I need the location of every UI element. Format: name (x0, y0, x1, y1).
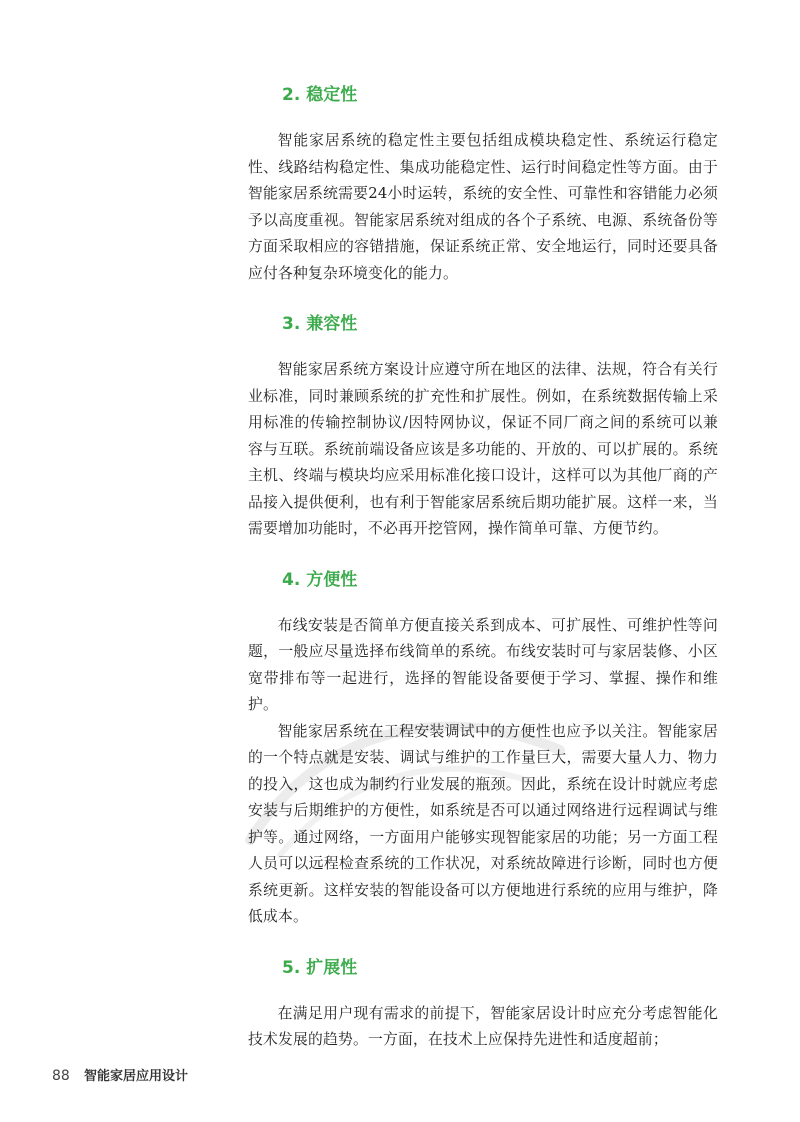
paragraph: 在满足用户现有需求的前提下，智能家居设计时应充分考虑智能化技术发展的趋势。一方面，在技术上应保持先进性和适度超前； (248, 1004, 718, 1048)
section-extensibility (248, 955, 718, 1054)
section-title: 4. 方便性 (282, 569, 358, 590)
section-title: 3. 兼容性 (282, 314, 358, 334)
page-number: 88 (52, 1068, 70, 1084)
page-content (248, 82, 718, 1078)
section-convenience (248, 567, 718, 931)
paragraph: 智能家居系统在工程安装调试中的方便性也应予以关注。智能家居的一个特点就是安装、调试与维护的工作量巨大，需要大量人力、物力的投入，这也成为制约行业发展的瓶颈。因此，系统在设计时就应考虑安装与后期维护的方便性，如系统是否可以通过网络进行远程调试与维护等。通过网络，一方面用户能够实现智能家居的功能；另一方面工程人员可以远程检查系统的工作状况，对系统故障进行诊断，同时也方便系统更新。这样安装的智能设备可以方便地进行系统的应用与维护，降低成本。 (248, 722, 718, 925)
section-compatibility (248, 311, 718, 543)
section-title: 2. 稳定性 (282, 85, 358, 105)
section-stability (248, 82, 718, 287)
page-footer (52, 1065, 188, 1084)
book-title: 智能家居应用设计 (83, 1069, 188, 1084)
paragraph: 布线安装是否简单方便直接关系到成本、可扩展性、可维护性等问题，一般应尽量选择布线简单的系统。布线安装时可与家居装修、小区宽带排布等一起进行，选择的智能设备要便于学习、掌握、操作和维护。 (248, 616, 718, 713)
paragraph: 智能家居系统方案设计应遵守所在地区的法律、法规，符合有关行业标准，同时兼顾系统的扩充性和扩展性。例如，在系统数据传输上采用标准的传输控制协议/因特网协议，保证不同厂商之间的系统可以兼容与互联。系统前端设备应该是多功能的、开放的、可以扩展的。系统主机、终端与模块均应采用标准化接口设计，这样可以为其他厂商的产品接入提供便利，也有利于智能家居系统后期功能扩展。这样一来，当需要增加功能时，不必再开挖管网，操作简单可靠、方便节约。 (248, 361, 718, 537)
paragraph: 智能家居系统的稳定性主要包括组成模块稳定性、系统运行稳定性、线路结构稳定性、集成功能稳定性、运行时间稳定性等方面。由于智能家居系统需要24小时运转，系统的安全性、可靠性和容错能力必须予以高度重视。智能家居系统对组成的各个子系统、电源、系统备份等方面采取相应的容错措施，保证系统正常、安全地运行，同时还要具备应付各种复杂环境变化的能力。 (248, 132, 718, 282)
section-title: 5. 扩展性 (282, 957, 358, 978)
